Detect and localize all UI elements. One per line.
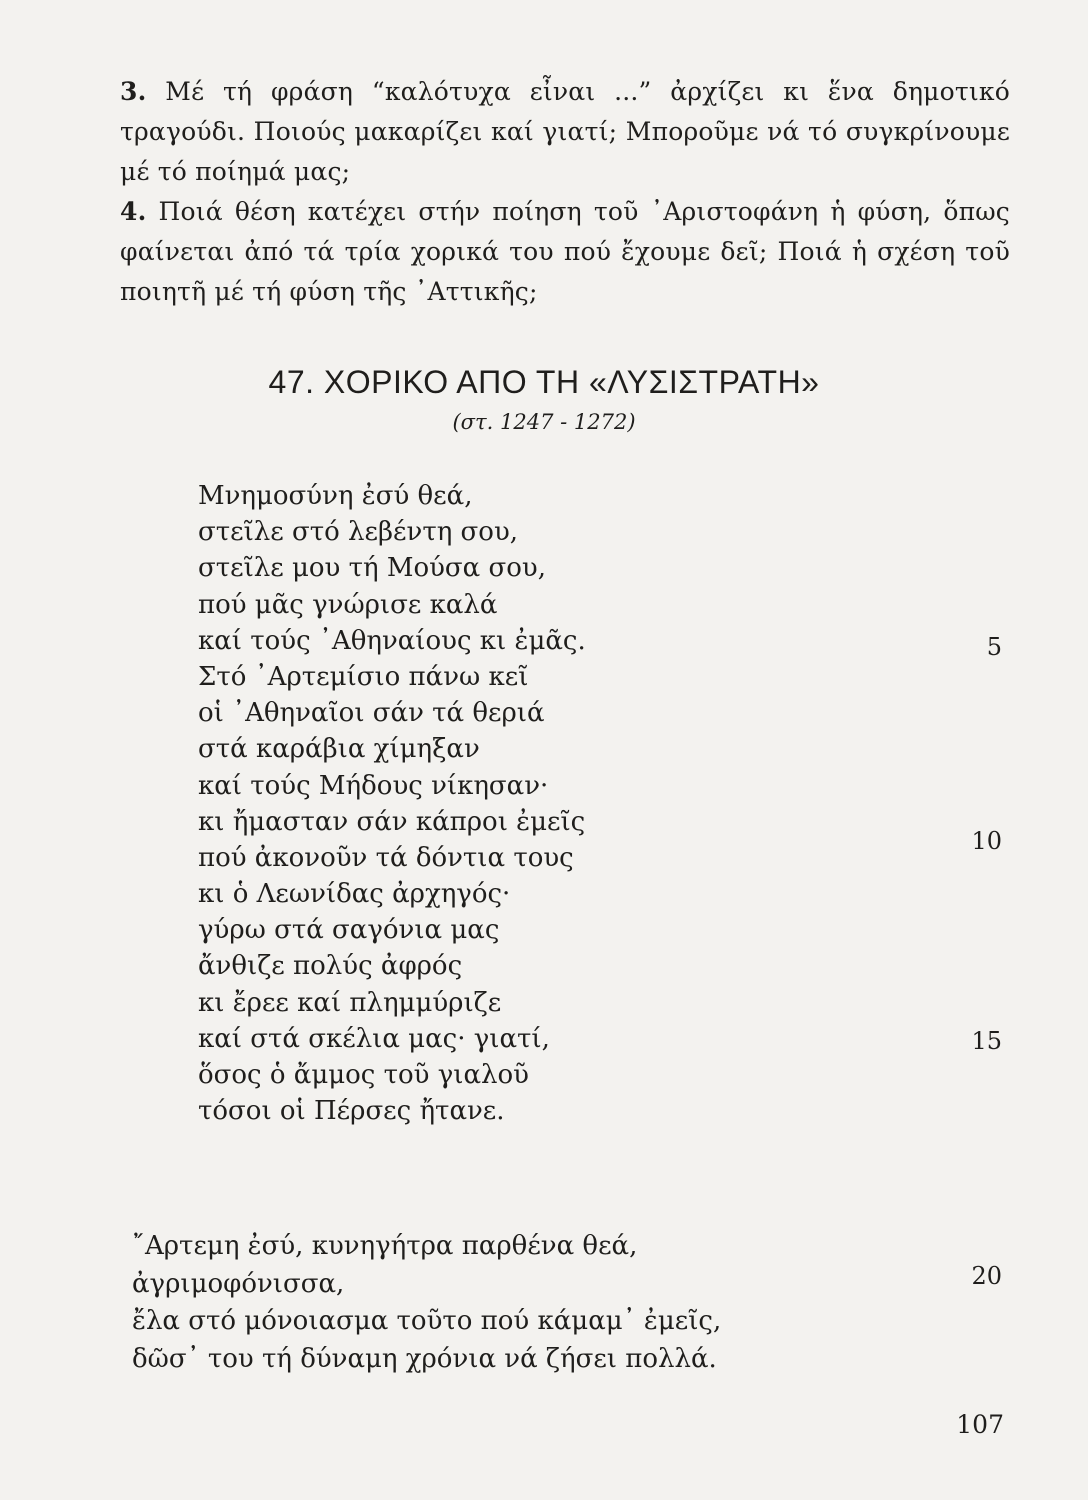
line-number-10: 10 xyxy=(971,827,1002,855)
poem-line: ἔλα στό μόνοιασμα τοῦτο πού κάμαμ᾿ ἐμεῖς, xyxy=(132,1306,722,1336)
poem-line: γύρω στά σαγόνια μας xyxy=(198,915,500,946)
poem-line: ἄνθιζε πολύς ἀφρός xyxy=(198,951,463,982)
poem-line: κι ἔρεε καί πλημμύριζε xyxy=(198,987,502,1018)
poem-line: ὅσος ὁ ἄμμος τοῦ γιαλοῦ xyxy=(198,1060,529,1090)
poem-line: κι ἤμασταν σάν κάπροι ἐμεῖς xyxy=(198,806,586,837)
poem-line: στά καράβια χίμηξαν xyxy=(198,734,480,765)
poem-line: Μνημοσύνη ἐσύ θεά, xyxy=(198,481,473,511)
stanza-1 xyxy=(198,478,586,1129)
poem-line: οἱ ᾿Αθηναῖοι σάν τά θεριά xyxy=(198,698,545,729)
question-text: Μέ τή φράση “καλότυχα εἶναι ...” ἀρχίζει κι ἕνα δημοτικό τραγούδι. Ποιούς μακαρίζει καί γιατί; Μποροῦμε νά τό συγκρίνουμε μέ τό ποίημά μας; xyxy=(120,77,1010,186)
poem-line: πού μᾶς γνώρισε καλά xyxy=(198,589,498,620)
stanza-2 xyxy=(132,1228,721,1378)
poem-verse-range: (στ. 1247 - 1272) xyxy=(452,410,636,434)
poem-line: στεῖλε στό λεβέντη σου, xyxy=(198,517,519,548)
poem-line: καί στά σκέλια μας· γιατί, xyxy=(198,1023,550,1054)
poem-line: κι ὁ Λεωνίδας ἀρχηγός· xyxy=(198,879,511,910)
question-number: 3. xyxy=(120,77,147,106)
line-number-15: 15 xyxy=(971,1027,1002,1055)
line-number-5: 5 xyxy=(986,633,1002,661)
poem-line: πού ἀκονοῦν τά δόντια τους xyxy=(198,842,574,873)
questions-section xyxy=(120,72,1010,312)
poem-line: ῎Αρτεμη ἐσύ, κυνηγήτρα παρθένα θεά, xyxy=(132,1231,638,1261)
poem-line: τόσοι οἱ Πέρσες ἤτανε. xyxy=(198,1096,505,1127)
poem-line: Στό ᾿Αρτεμίσιο πάνω κεῖ xyxy=(198,661,529,692)
poem-line: δῶσ᾿ του τή δύναμη χρόνια νά ζήσει πολλά. xyxy=(132,1343,717,1374)
poem-line: ἀγριμοφόνισσα, xyxy=(132,1268,345,1299)
question-3 xyxy=(120,72,1010,192)
question-4 xyxy=(120,192,1010,312)
poem-line: καί τούς Μήδους νίκησαν· xyxy=(198,770,549,801)
line-number-20: 20 xyxy=(971,1262,1002,1290)
poem-title: 47. ΧΟΡΙΚΟ ΑΠΟ ΤΗ «ΛΥΣΙΣΤΡΑΤΗ» xyxy=(268,364,820,400)
page-number: 107 xyxy=(956,1410,1004,1439)
poem-line: καί τούς ᾿Αθηναίους κι ἐμᾶς. xyxy=(198,625,586,656)
question-text: Ποιά θέση κατέχει στήν ποίηση τοῦ ᾿Αριστοφάνη ἡ φύση, ὅπως φαίνεται ἀπό τά τρία χορικά του πού ἔχουμε δεῖ; Ποιά ἡ σχέση τοῦ ποιητῆ μέ τή φύση τῆς ᾿Αττικῆς; xyxy=(120,197,1010,306)
poem-line: στεῖλε μου τή Μούσα σου, xyxy=(198,553,546,584)
question-number: 4. xyxy=(120,197,147,226)
